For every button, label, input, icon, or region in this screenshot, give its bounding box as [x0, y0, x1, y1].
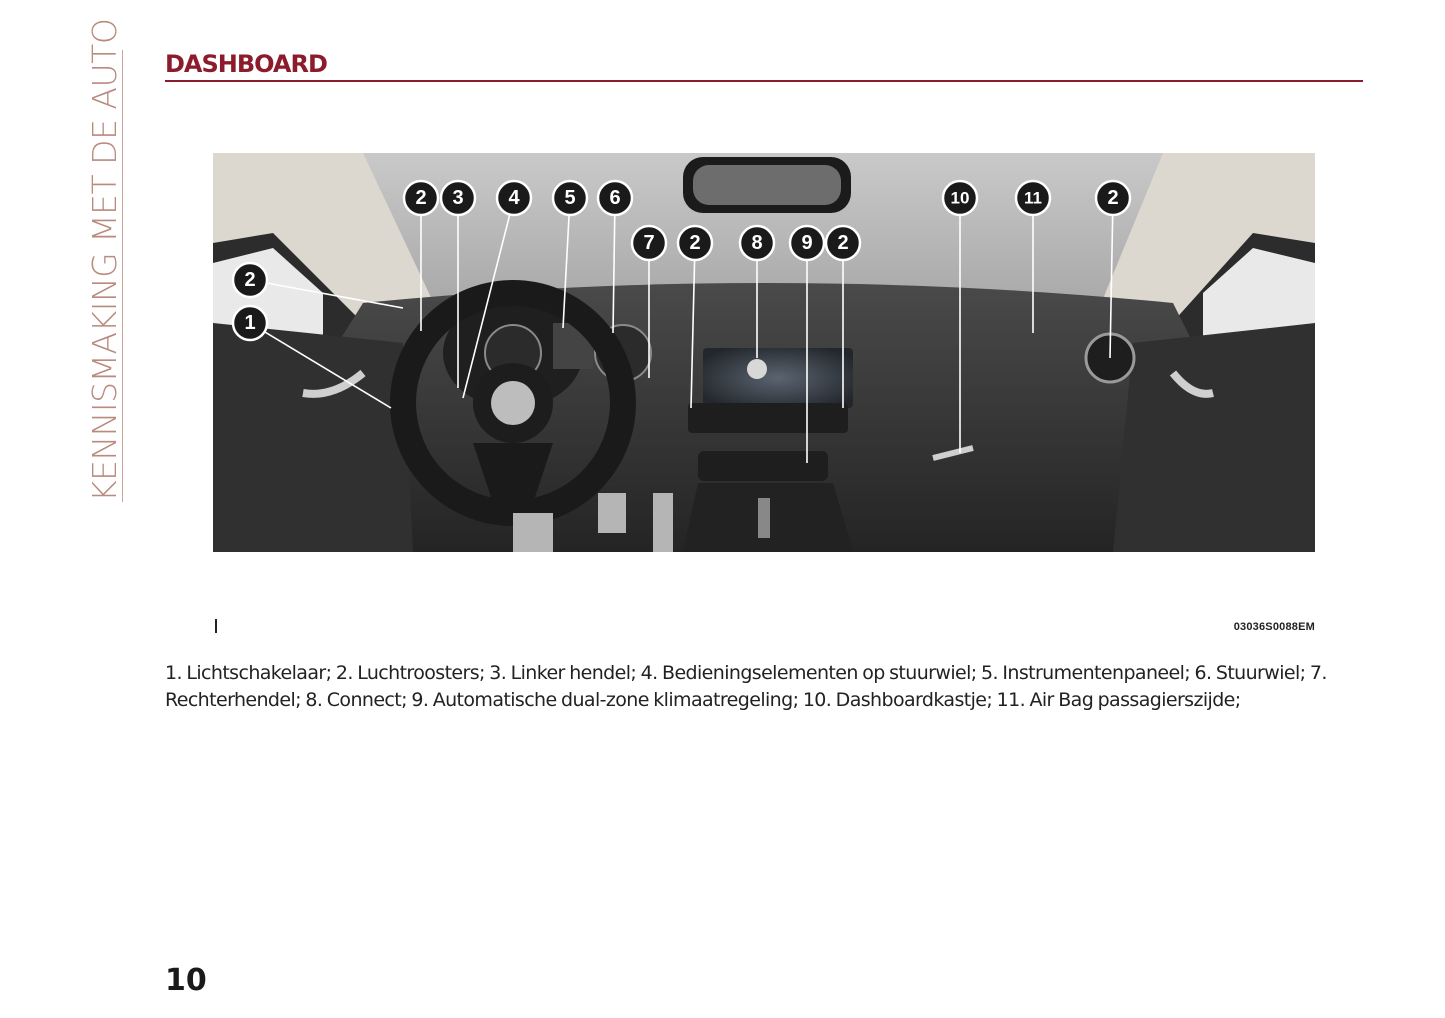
svg-text:2: 2: [244, 269, 256, 291]
svg-text:5: 5: [564, 187, 576, 209]
callout-2-side-vent: [233, 263, 267, 297]
page-number: 10: [165, 963, 207, 998]
svg-text:11: 11: [1024, 188, 1042, 208]
callout-2-center-left: [678, 226, 712, 260]
figure-code: 03036S0088EM: [1233, 621, 1315, 633]
dashboard-illustration: [213, 153, 1315, 552]
figure-caption: 1. Lichtschakelaar; 2. Luchtroosters; 3. Linker hendel; 4. Bedieningselementen op stuurwiel; 5. Instrumentenpaneel; 6. Stuurwiel; 7. Rechterhendel; 8. Connect; 9. Automatische dual-zone klimaatregeling; 10. Dashboardkastje; 11. Air Bag passagierszijde;: [165, 662, 1327, 711]
title-divider: [165, 80, 1363, 82]
svg-text:9: 9: [801, 232, 813, 254]
callout-9: [790, 226, 824, 260]
callout-5: [553, 181, 587, 215]
callout-2-left-vent: [404, 181, 438, 215]
callout-1: [233, 306, 267, 340]
callout-4: [497, 181, 531, 215]
dashboard-drawing: [213, 153, 1315, 552]
svg-text:3: 3: [452, 187, 464, 209]
figure-marker: [215, 619, 217, 633]
svg-text:6: 6: [609, 187, 621, 209]
svg-text:4: 4: [508, 187, 520, 209]
callout-7: [632, 226, 666, 260]
svg-text:10: 10: [950, 188, 970, 208]
svg-text:8: 8: [751, 232, 763, 254]
side-tab-label: KENNISMAKING MET DE AUTO: [85, 18, 124, 502]
callout-2-right-vent: [1096, 181, 1130, 215]
svg-text:2: 2: [837, 232, 849, 254]
callout-6: [598, 181, 632, 215]
svg-text:1: 1: [244, 312, 256, 334]
callout-8: [740, 226, 774, 260]
callout-3: [441, 181, 475, 215]
svg-text:7: 7: [643, 232, 655, 254]
svg-text:2: 2: [415, 187, 427, 209]
callout-10: [943, 181, 977, 215]
svg-text:2: 2: [689, 232, 701, 254]
page-title: DASHBOARD: [165, 50, 327, 78]
callout-11: [1016, 181, 1050, 215]
svg-text:2: 2: [1107, 187, 1119, 209]
callout-2-center-right: [826, 226, 860, 260]
side-tab: [84, 18, 126, 502]
